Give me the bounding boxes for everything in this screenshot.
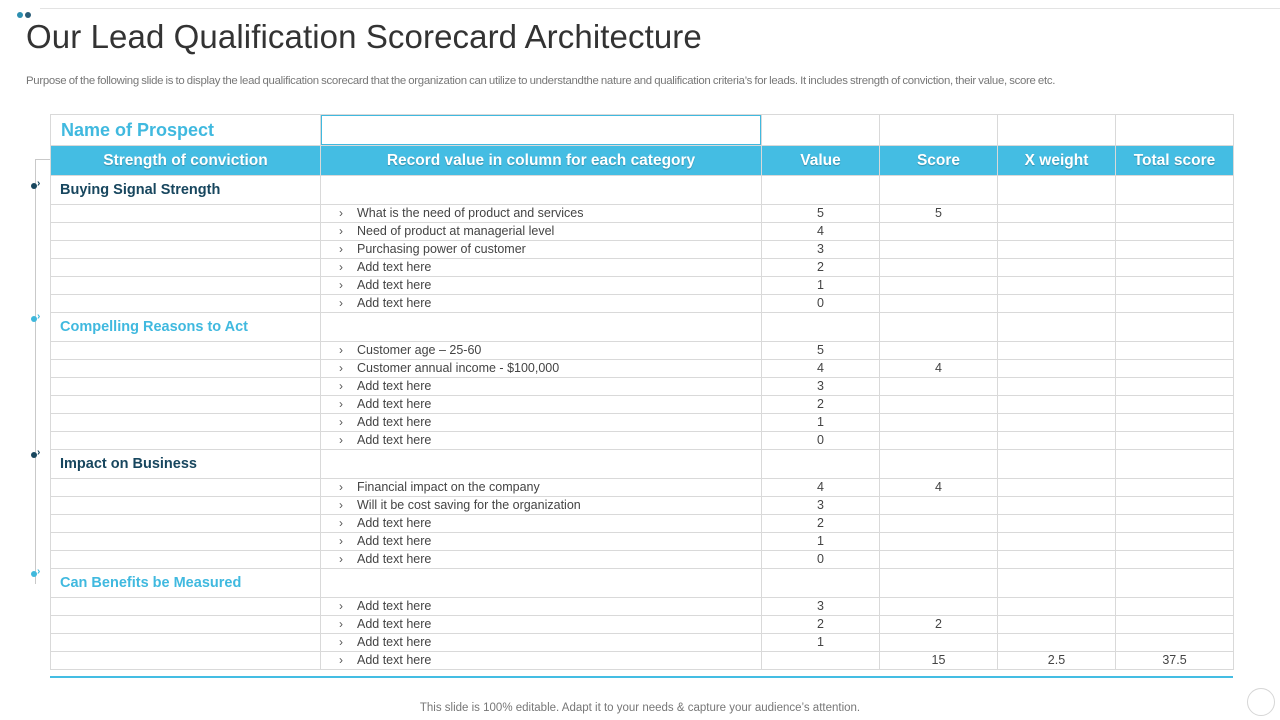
total-score-cell	[1116, 533, 1234, 551]
score-cell	[880, 378, 998, 396]
table-row	[51, 634, 1234, 652]
total-score-cell	[1116, 479, 1234, 497]
criterion-cell	[321, 479, 762, 497]
criterion-text: Add text here	[357, 534, 432, 548]
total-score-cell	[1116, 497, 1234, 515]
weight-cell	[998, 432, 1116, 450]
total-score-cell	[1116, 414, 1234, 432]
criterion-cell	[321, 277, 762, 295]
score-cell	[880, 396, 998, 414]
category-name: Compelling Reasons to Act	[51, 313, 321, 342]
table-header-row	[51, 146, 1234, 176]
value-cell: 4	[762, 360, 880, 378]
chevron-right-icon: ›	[339, 415, 343, 429]
score-total-cell: 15	[880, 652, 998, 670]
criterion-text: Add text here	[357, 278, 432, 292]
weight-cell	[998, 497, 1116, 515]
criterion-text: Customer age – 25-60	[357, 343, 482, 357]
value-cell: 5	[762, 342, 880, 360]
table-row	[51, 342, 1234, 360]
criterion-text: Purchasing power of customer	[357, 242, 526, 256]
weight-cell	[998, 223, 1116, 241]
score-cell: 5	[880, 205, 998, 223]
score-cell	[880, 414, 998, 432]
criterion-cell	[321, 652, 762, 670]
slide-corner-circle	[1247, 688, 1275, 716]
weight-cell	[998, 634, 1116, 652]
value-cell: 2	[762, 396, 880, 414]
chevron-right-icon: ›	[339, 617, 343, 631]
category-name: Can Benefits be Measured	[51, 569, 321, 598]
total-score-cell	[1116, 241, 1234, 259]
total-score-cell	[1116, 598, 1234, 616]
category-row	[51, 569, 1234, 598]
value-cell: 4	[762, 479, 880, 497]
score-cell	[880, 634, 998, 652]
criterion-cell	[321, 598, 762, 616]
score-cell	[880, 241, 998, 259]
value-cell: 3	[762, 497, 880, 515]
chevron-right-icon: ›	[339, 379, 343, 393]
value-cell	[762, 652, 880, 670]
criterion-cell	[321, 414, 762, 432]
prospect-name-input[interactable]	[321, 115, 761, 145]
weight-cell	[998, 241, 1116, 259]
weight-cell	[998, 342, 1116, 360]
chevron-right-icon: ›	[339, 599, 343, 613]
score-cell	[880, 277, 998, 295]
value-cell: 5	[762, 205, 880, 223]
weight-cell	[998, 515, 1116, 533]
table-row	[51, 205, 1234, 223]
table-row	[51, 223, 1234, 241]
chevron-right-icon: ›	[339, 206, 343, 220]
table-row	[51, 295, 1234, 313]
criterion-text: Add text here	[357, 397, 432, 411]
criterion-cell	[321, 533, 762, 551]
score-cell	[880, 295, 998, 313]
table-row	[51, 598, 1234, 616]
criterion-cell	[321, 360, 762, 378]
weight-cell	[998, 533, 1116, 551]
total-score-cell	[1116, 515, 1234, 533]
criterion-text: Add text here	[357, 635, 432, 649]
value-cell: 2	[762, 616, 880, 634]
criterion-cell	[321, 378, 762, 396]
total-score-cell	[1116, 259, 1234, 277]
score-cell	[880, 497, 998, 515]
weight-cell	[998, 259, 1116, 277]
criterion-text: Add text here	[357, 379, 432, 393]
table-row	[51, 360, 1234, 378]
category-bullet-icon	[30, 315, 42, 323]
total-score-cell	[1116, 551, 1234, 569]
value-cell: 1	[762, 277, 880, 295]
score-cell	[880, 598, 998, 616]
criterion-text: Need of product at managerial level	[357, 224, 555, 238]
table-row	[51, 497, 1234, 515]
category-name: Buying Signal Strength	[51, 176, 321, 205]
total-score-cell	[1116, 360, 1234, 378]
criterion-text: Add text here	[357, 617, 432, 631]
total-score-cell	[1116, 396, 1234, 414]
table-row	[51, 551, 1234, 569]
criterion-text: Add text here	[357, 516, 432, 530]
chevron-right-icon: ›	[339, 653, 343, 667]
category-row	[51, 313, 1234, 342]
value-cell: 1	[762, 634, 880, 652]
timeline-connector	[35, 159, 50, 160]
score-cell	[880, 533, 998, 551]
score-cell: 2	[880, 616, 998, 634]
weight-cell	[998, 205, 1116, 223]
criterion-text: Add text here	[357, 415, 432, 429]
score-cell: 4	[880, 360, 998, 378]
category-row	[51, 176, 1234, 205]
header-total: Total score	[1116, 146, 1234, 176]
chevron-right-icon: ›	[339, 480, 343, 494]
value-cell: 2	[762, 259, 880, 277]
category-timeline	[35, 159, 36, 584]
criterion-text: Add text here	[357, 552, 432, 566]
value-cell: 0	[762, 551, 880, 569]
criterion-cell	[321, 396, 762, 414]
score-cell	[880, 259, 998, 277]
chevron-right-icon: ›	[339, 433, 343, 447]
criterion-text: Financial impact on the company	[357, 480, 540, 494]
score-cell	[880, 515, 998, 533]
criterion-cell	[321, 432, 762, 450]
criterion-cell	[321, 241, 762, 259]
footer-note: This slide is 100% editable. Adapt it to your needs & capture your audience’s attention.	[419, 702, 861, 714]
weight-cell	[998, 360, 1116, 378]
score-cell: 4	[880, 479, 998, 497]
total-score-cell	[1116, 223, 1234, 241]
criterion-cell	[321, 616, 762, 634]
weight-cell	[998, 414, 1116, 432]
table-row	[51, 479, 1234, 497]
criterion-cell	[321, 295, 762, 313]
total-score-cell	[1116, 634, 1234, 652]
chevron-right-icon: ›	[339, 278, 343, 292]
table-row	[51, 378, 1234, 396]
chevron-right-icon: ›	[339, 260, 343, 274]
table-row	[51, 432, 1234, 450]
criterion-cell	[321, 342, 762, 360]
prospect-label: Name of Prospect	[51, 115, 321, 146]
value-cell: 1	[762, 414, 880, 432]
weight-cell	[998, 551, 1116, 569]
chevron-right-icon: ›	[339, 343, 343, 357]
criterion-text: Will it be cost saving for the organization	[357, 498, 581, 512]
table-row	[51, 241, 1234, 259]
chevron-right-icon: ›	[339, 361, 343, 375]
header-score: Score	[880, 146, 998, 176]
chevron-right-icon: ›	[339, 397, 343, 411]
criterion-text: Add text here	[357, 296, 432, 310]
criterion-text: Customer annual income - $100,000	[357, 361, 560, 375]
weight-cell	[998, 598, 1116, 616]
table-row	[51, 515, 1234, 533]
value-cell: 0	[762, 432, 880, 450]
total-score-cell	[1116, 378, 1234, 396]
header-weight: X weight	[998, 146, 1116, 176]
score-cell	[880, 432, 998, 450]
score-cell	[880, 551, 998, 569]
header-strength: Strength of conviction	[51, 146, 321, 176]
weight-cell	[998, 378, 1116, 396]
category-name: Impact on Business	[51, 450, 321, 479]
table-row	[51, 259, 1234, 277]
chevron-right-icon: ›	[339, 534, 343, 548]
header-record: Record value in column for each category	[321, 146, 762, 176]
chevron-right-icon: ›	[339, 635, 343, 649]
top-divider	[40, 8, 1280, 9]
total-score-cell	[1116, 432, 1234, 450]
score-cell	[880, 342, 998, 360]
total-score-cell	[1116, 205, 1234, 223]
criterion-cell	[321, 551, 762, 569]
table-row	[51, 277, 1234, 295]
total-score-cell	[1116, 295, 1234, 313]
weight-cell	[998, 277, 1116, 295]
value-cell: 4	[762, 223, 880, 241]
table-row	[51, 414, 1234, 432]
value-cell: 2	[762, 515, 880, 533]
value-cell: 0	[762, 295, 880, 313]
category-bullet-icon	[30, 182, 42, 190]
total-score-cell	[1116, 277, 1234, 295]
weight-cell: 2.5	[998, 652, 1116, 670]
criterion-cell	[321, 515, 762, 533]
category-row	[51, 450, 1234, 479]
criterion-text: Add text here	[357, 653, 432, 667]
scorecard-table	[50, 114, 1234, 670]
chevron-right-icon: ›	[339, 552, 343, 566]
criterion-cell	[321, 259, 762, 277]
chevron-right-icon: ›	[339, 498, 343, 512]
prospect-row	[51, 115, 1234, 146]
criterion-cell	[321, 223, 762, 241]
table-row	[51, 616, 1234, 634]
chevron-right-icon: ›	[339, 224, 343, 238]
total-score-cell: 37.5	[1116, 652, 1234, 670]
criterion-text: What is the need of product and services	[357, 206, 584, 220]
score-cell	[880, 223, 998, 241]
criterion-text: Add text here	[357, 260, 432, 274]
weight-cell	[998, 616, 1116, 634]
page-title: Our Lead Qualification Scorecard Architecture	[26, 18, 702, 55]
category-bullet-icon	[30, 451, 42, 459]
chevron-right-icon: ›	[339, 516, 343, 530]
chevron-right-icon: ›	[339, 242, 343, 256]
table-row	[51, 533, 1234, 551]
total-score-cell	[1116, 616, 1234, 634]
total-score-cell	[1116, 342, 1234, 360]
value-cell: 1	[762, 533, 880, 551]
table-row	[51, 396, 1234, 414]
table-bottom-border	[50, 676, 1233, 678]
criterion-cell	[321, 497, 762, 515]
criterion-cell	[321, 634, 762, 652]
value-cell: 3	[762, 241, 880, 259]
table-row	[51, 652, 1234, 670]
page-subtitle: Purpose of the following slide is to display the lead qualification scorecard that the organization can utilize to understandthe nature and qualification criteria’s for leads. It includes strength of conviction, their value, score etc.	[26, 75, 1056, 87]
header-value: Value	[762, 146, 880, 176]
criterion-text: Add text here	[357, 599, 432, 613]
weight-cell	[998, 295, 1116, 313]
value-cell: 3	[762, 598, 880, 616]
weight-cell	[998, 479, 1116, 497]
chevron-right-icon: ›	[339, 296, 343, 310]
value-cell: 3	[762, 378, 880, 396]
prospect-input-cell	[321, 115, 762, 146]
criterion-text: Add text here	[357, 433, 432, 447]
category-bullet-icon	[30, 570, 42, 578]
weight-cell	[998, 396, 1116, 414]
criterion-cell	[321, 205, 762, 223]
